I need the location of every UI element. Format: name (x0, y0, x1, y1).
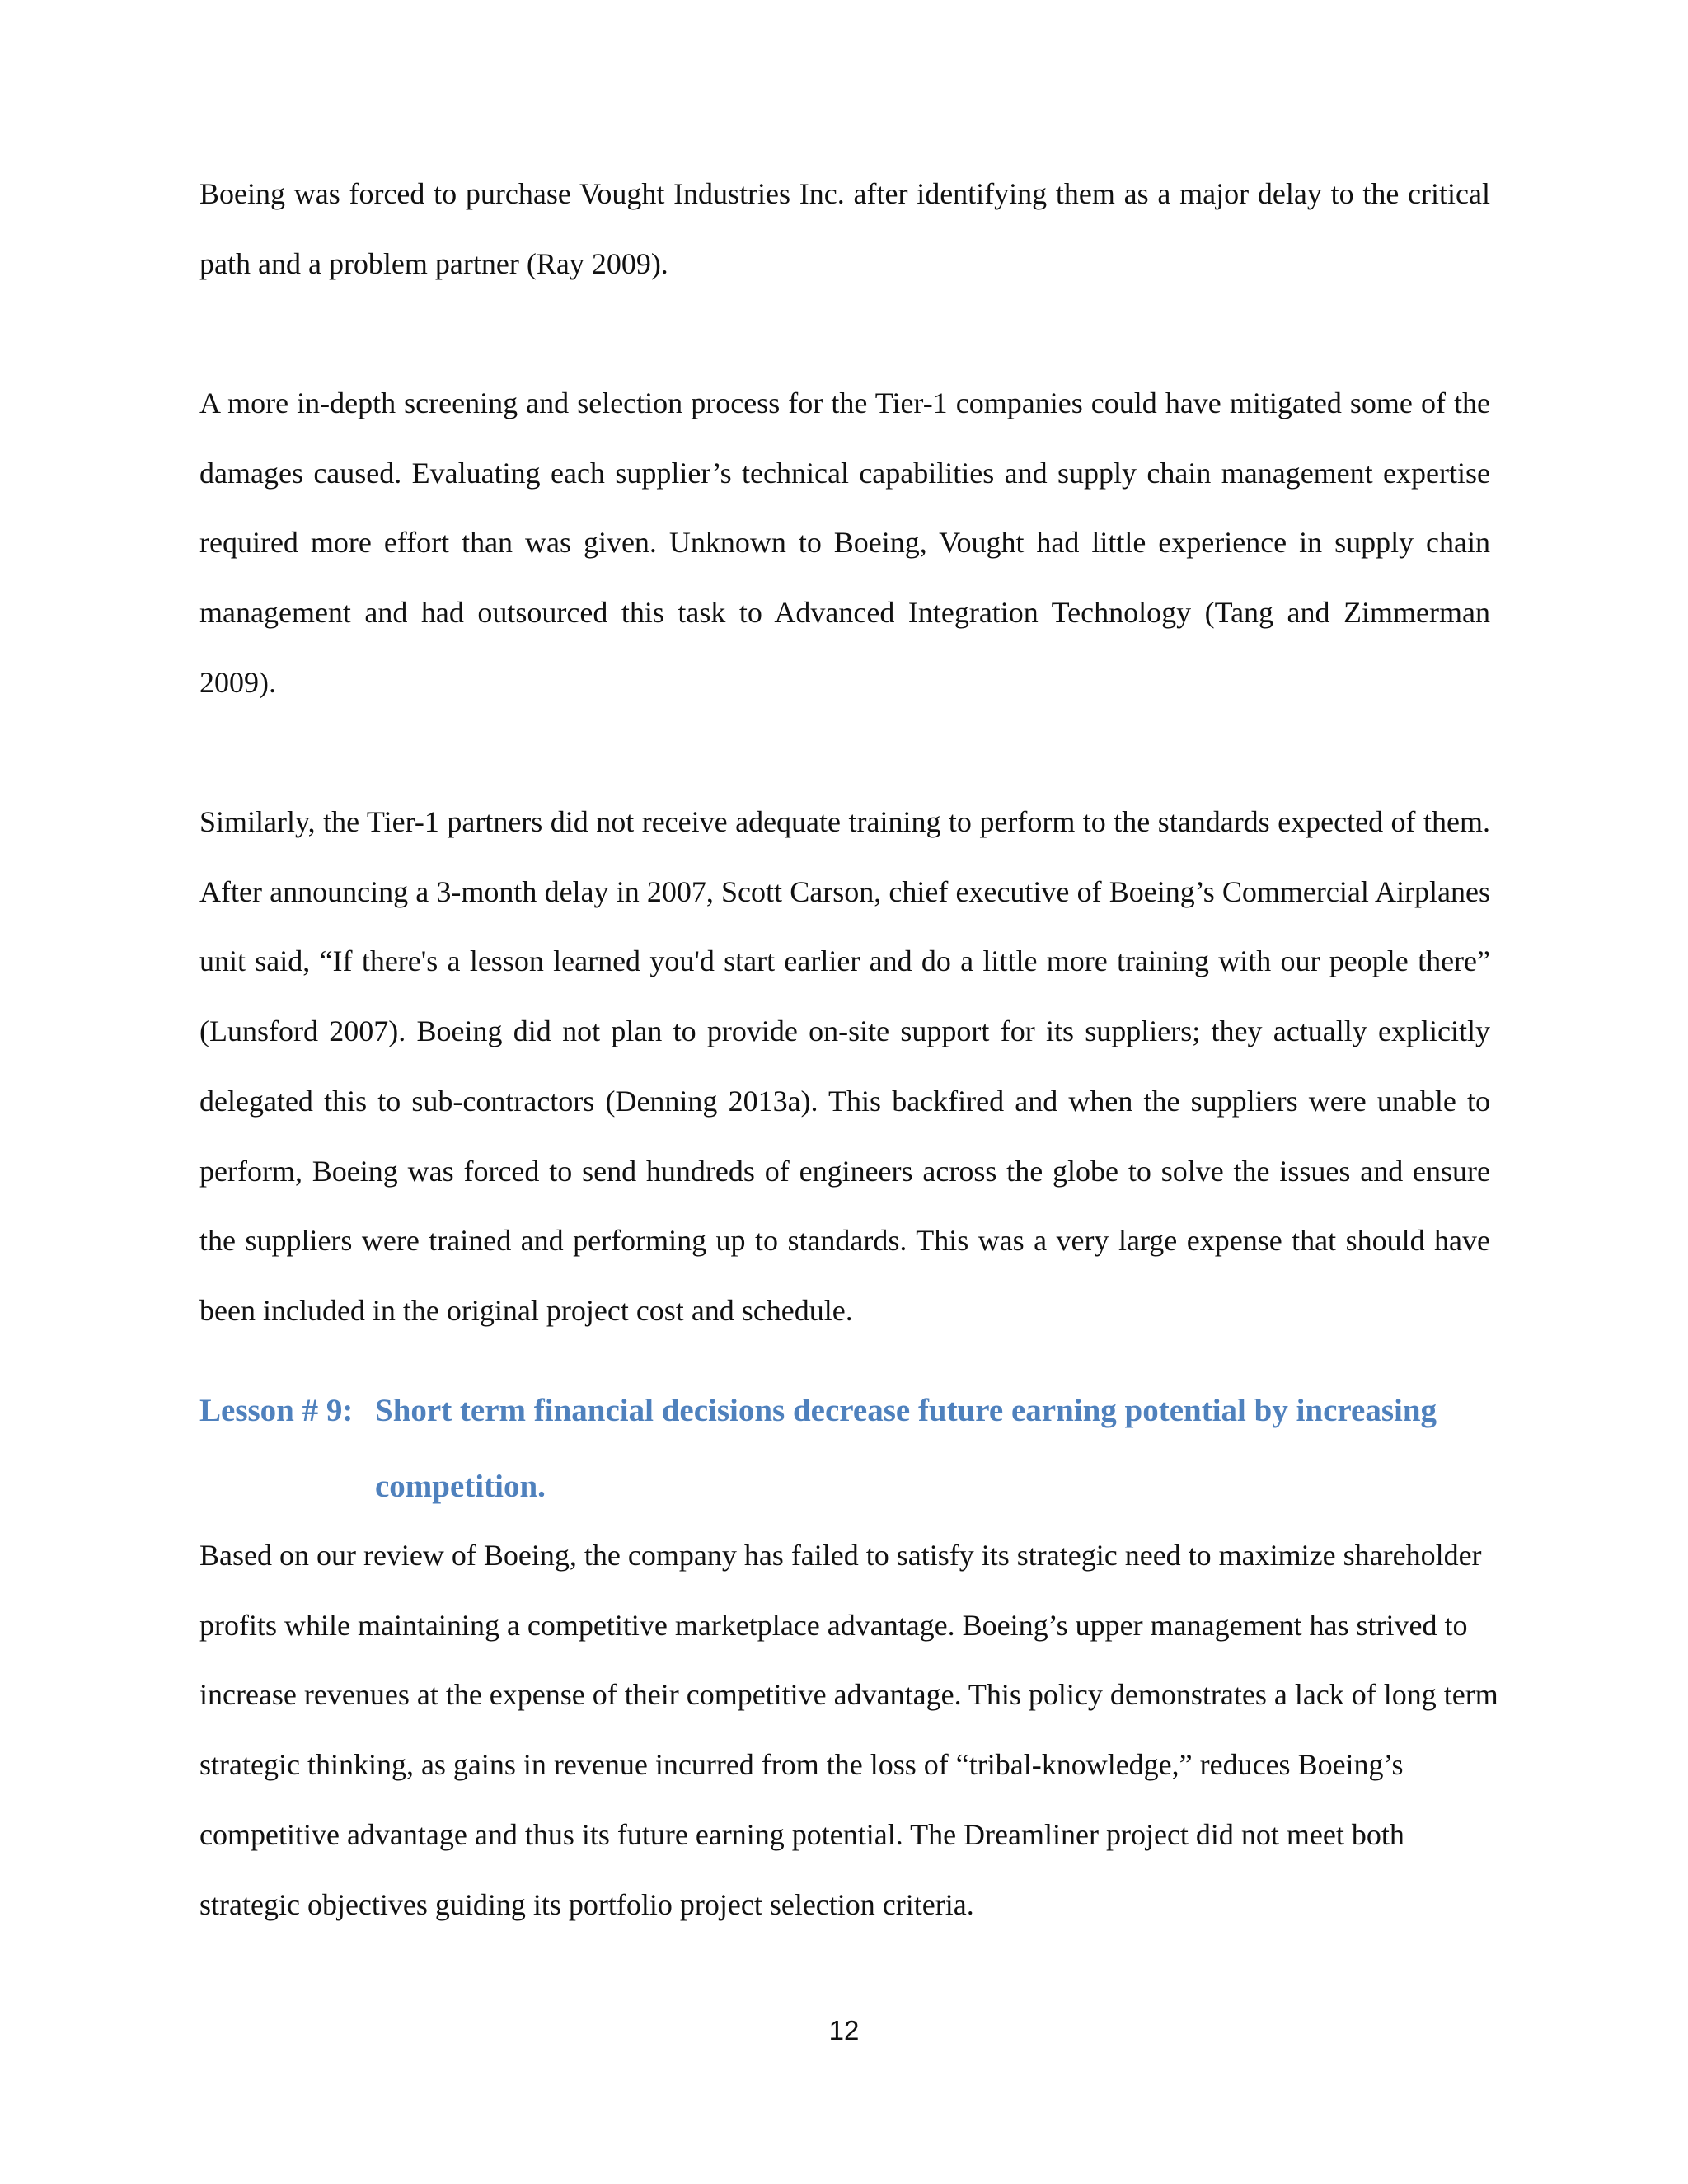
paragraph-screening-selection: A more in-depth screening and selection process for the Tier-1 companies could have mitigated some of the damages caused. Evaluating each supplier’s technical capabilities and supply chain management expertise required more effort than was given. Unknown to Boeing, Vought had little experience in supply chain management and had outsourced this task to Advanced Integration Technology (Tang and Zimmerman 2009). (199, 387, 1490, 699)
paragraph-supplier-training: Similarly, the Tier-1 partners did not receive adequate training to perform to the standards expected of them. After announcing a 3-month delay in 2007, Scott Carson, chief executive of Boeing’s Commercial Airplanes unit said, “If there's a lesson learned you'd start earlier and do a little more training with our people there” (Lunsford 2007). Boeing did not plan to provide on-site support for its suppliers; they actually explicitly delegated this to sub-contractors (Denning 2013a). This backfired and when the suppliers were unable to perform, Boeing was forced to send hundreds of engineers across the globe to solve the issues and ensure the suppliers were trained and performing up to standards. This was a very large expense that should have been included in the original project cost and schedule. (199, 805, 1490, 1327)
paragraph-strategic-review: Based on our review of Boeing, the company has failed to satisfy its strategic need to maximize shareholder profits while maintaining a competitive marketplace advantage. Boeing’s upper management has strived to increase revenues at the expense of their competitive advantage. This policy demonstrates a lack of long term strategic thinking, as gains in revenue incurred from the loss of “tribal-knowledge,” reduces Boeing’s competitive advantage and thus its future earning potential. The Dreamliner project did not meet both strategic objectives guiding its portfolio project selection criteria. (199, 1539, 1498, 1921)
lesson-number-label: Lesson # 9: (199, 1393, 354, 1428)
page-number: 12 (828, 2015, 860, 2046)
lesson-title: Short term financial decisions decrease future earning potential by increasing competition. (375, 1393, 1437, 1504)
paragraph-vought-purchase: Boeing was forced to purchase Vought Industries Inc. after identifying them as a major delay to the critical path and a problem partner (Ray 2009). (199, 177, 1490, 280)
